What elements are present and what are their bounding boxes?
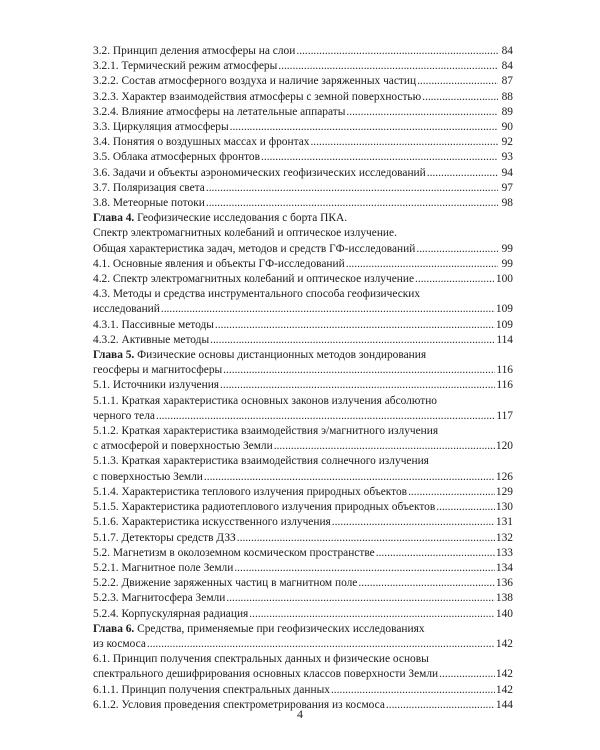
toc-entry-title: 5.1.1. Краткая характеристика основных законов излучения абсолютно — [93, 394, 437, 407]
toc-page-number: 100 — [495, 273, 513, 286]
toc-page-number: 98 — [501, 197, 513, 210]
toc-entry-title: 5.2.4. Корпускулярная радиация — [93, 607, 249, 620]
dot-leader — [436, 500, 495, 515]
dot-leader — [346, 105, 498, 120]
toc-entry-text — [93, 546, 375, 561]
toc-entry — [93, 424, 513, 454]
toc-entry-line — [93, 120, 513, 135]
toc-entry-title: 3.2.4. Влияние атмосферы на летательные аппараты — [93, 105, 346, 118]
toc-entry-line — [93, 576, 513, 591]
toc-entry — [93, 683, 513, 698]
toc-entry-line — [93, 637, 513, 652]
toc-page-number: 97 — [501, 181, 513, 194]
toc-entry-title: с атмосферой и поверхностью Земли — [93, 440, 273, 453]
toc-entry-title: 6.1.2. Условия проведения спектрометрирования из космоса — [93, 698, 385, 711]
page-number: 4 — [297, 707, 303, 721]
toc-page-number: 99 — [501, 257, 513, 270]
toc-entry-text — [93, 257, 345, 272]
toc-entry-text — [93, 363, 222, 378]
toc-entry-title: из космоса — [93, 637, 146, 650]
toc-entry — [93, 196, 513, 211]
toc-page-number: 129 — [495, 485, 513, 498]
toc-entry — [93, 576, 513, 591]
dot-leader — [234, 561, 495, 576]
toc-page-number: 109 — [495, 303, 513, 316]
toc-entry-text — [93, 683, 330, 698]
dot-leader — [230, 120, 498, 135]
toc-entry-line — [93, 348, 513, 363]
toc-entry — [93, 120, 513, 135]
toc-entry-line — [93, 90, 513, 105]
toc-entry-line — [93, 424, 513, 439]
toc-entry-line — [93, 607, 513, 622]
toc-entry-line — [93, 318, 513, 333]
toc-entry-text — [93, 318, 214, 333]
toc-page-number: 99 — [501, 242, 513, 255]
toc-entry-line — [93, 196, 513, 211]
toc-page-number: 93 — [501, 151, 513, 164]
toc-entry-text — [93, 44, 295, 59]
toc-entry-title: Средства, применяемые при геофизических исследованиях — [134, 622, 425, 635]
toc-entry-title: исследований — [93, 303, 160, 316]
toc-entry-line — [93, 591, 513, 606]
table-of-contents — [93, 44, 513, 713]
toc-entry-title: 5.1. Источники излучения — [93, 379, 220, 392]
dot-leader — [261, 150, 498, 165]
toc-entry — [93, 105, 513, 120]
toc-entry-text — [93, 591, 225, 606]
toc-entry-title: 6.1. Принцип получения спектральных данных и физические основы — [93, 653, 429, 666]
toc-chapter-entry — [93, 348, 513, 378]
toc-entry — [93, 166, 513, 181]
toc-entry-text — [93, 515, 331, 530]
toc-page-number: 120 — [495, 440, 513, 453]
toc-entry-text — [93, 226, 397, 241]
toc-entry — [93, 44, 513, 59]
toc-entry-line — [93, 333, 513, 348]
toc-entry-line — [93, 470, 513, 485]
toc-entry-line — [93, 500, 513, 515]
toc-entry — [93, 652, 513, 682]
toc-entry-title: Физические основы дистанционных методов зондирования — [134, 349, 427, 362]
toc-entry-text — [93, 302, 160, 317]
chapter-label: Глава 5. — [93, 349, 135, 362]
toc-entry-text — [93, 531, 236, 546]
toc-entry-title: 3.6. Задачи и объекты аэрономических геофизических исследований — [93, 166, 426, 179]
toc-entry-title: 3.2.3. Характер взаимодействия атмосферы с земной поверхностью — [93, 90, 422, 103]
toc-entry-text — [93, 150, 260, 165]
toc-entry — [93, 607, 513, 622]
toc-page-number: 140 — [495, 607, 513, 620]
toc-entry-title: 4.2. Спектр электромагнитных колебаний и оптическое излучение — [93, 273, 414, 286]
dot-leader — [147, 637, 495, 652]
toc-entry-text — [93, 454, 429, 469]
toc-entry-text — [93, 59, 277, 74]
dot-leader — [439, 667, 495, 682]
dot-leader — [346, 257, 498, 272]
dot-leader — [223, 363, 495, 378]
toc-entry-title: 5.1.4. Характеристика теплового излучения природных объектов — [93, 485, 408, 498]
toc-entry — [93, 454, 513, 484]
toc-entry-title: 5.2.1. Магнитное поле Земли — [93, 561, 234, 574]
toc-page-number: 134 — [495, 561, 513, 574]
toc-entry-text — [93, 196, 205, 211]
toc-entry-text — [93, 166, 426, 181]
dot-leader — [210, 333, 495, 348]
toc-entry-line — [93, 546, 513, 561]
toc-entry-title: 3.8. Метеорные потоки — [93, 197, 205, 210]
toc-entry — [93, 515, 513, 530]
toc-entry-line — [93, 454, 513, 469]
toc-entry-text — [93, 500, 435, 515]
toc-entry-line — [93, 515, 513, 530]
toc-entry-title: 5.2.2. Движение заряженных частиц в магнитном поле — [93, 577, 358, 590]
dot-leader — [422, 90, 498, 105]
toc-page-number: 92 — [501, 136, 513, 149]
toc-entry-line — [93, 257, 513, 272]
toc-entry-title: спектрального дешифрирования основных классов поверхности Земли — [93, 668, 439, 681]
dot-leader — [226, 591, 495, 606]
toc-page-number: 94 — [501, 166, 513, 179]
toc-entry-line — [93, 105, 513, 120]
toc-entry-line — [93, 272, 513, 287]
toc-entry-line — [93, 378, 513, 393]
dot-leader — [358, 576, 495, 591]
toc-entry-text — [93, 105, 345, 120]
toc-entry — [93, 90, 513, 105]
toc-entry-line — [93, 74, 513, 89]
toc-entry — [93, 287, 513, 317]
toc-entry-text — [93, 576, 357, 591]
toc-entry-line — [93, 226, 513, 241]
toc-entry — [93, 257, 513, 272]
toc-chapter-entry — [93, 622, 513, 652]
toc-entry-text — [93, 652, 429, 667]
toc-entry-line — [93, 652, 513, 667]
chapter-label: Глава 6. — [93, 622, 135, 635]
toc-entry-title: 4.3.1. Пассивные методы — [93, 318, 214, 331]
toc-entry-text — [93, 333, 209, 348]
toc-page-number: 89 — [501, 105, 513, 118]
toc-page-number: 136 — [495, 577, 513, 590]
toc-entry-text — [93, 409, 155, 424]
dot-leader — [215, 318, 495, 333]
toc-page-number: 142 — [495, 683, 513, 696]
toc-entry — [93, 378, 513, 393]
toc-page-number: 109 — [495, 318, 513, 331]
toc-page-number: 133 — [495, 546, 513, 559]
toc-entry — [93, 74, 513, 89]
dot-leader — [206, 196, 498, 211]
toc-entry-title: 3.2.1. Термический режим атмосферы — [93, 60, 278, 73]
toc-entry — [93, 561, 513, 576]
toc-entry-line — [93, 485, 513, 500]
toc-entry-title: 5.2.3. Магнитосфера Земли — [93, 592, 226, 605]
dot-leader — [156, 409, 495, 424]
toc-entry-text — [93, 637, 146, 652]
toc-entry-text — [93, 242, 415, 257]
dot-leader — [416, 242, 498, 257]
toc-entry-title: 3.7. Поляризация света — [93, 181, 205, 194]
dot-leader — [206, 181, 498, 196]
toc-page-number: 116 — [496, 379, 513, 392]
toc-entry-line — [93, 439, 513, 454]
toc-entry-title: Общая характеристика задач, методов и средств ГФ-исследований — [93, 242, 416, 255]
toc-entry-title: 5.1.7. Детекторы средств ДЗЗ — [93, 531, 236, 544]
toc-entry-line — [93, 394, 513, 409]
dot-leader — [161, 302, 495, 317]
toc-entry-title: 3.5. Облака атмосферных фронтов — [93, 151, 260, 164]
dot-leader — [220, 378, 495, 393]
toc-entry-line — [93, 181, 513, 196]
toc-entry-line — [93, 302, 513, 317]
toc-entry-title: 5.1.6. Характеристика искусственного излучения — [93, 516, 331, 529]
toc-entry-text — [93, 622, 425, 637]
toc-entry-text — [93, 74, 416, 89]
toc-entry-text — [93, 424, 438, 439]
toc-page-number: 142 — [495, 637, 513, 650]
toc-entry-text — [93, 120, 229, 135]
toc-entry-title: 3.2. Принцип деления атмосферы на слои — [93, 45, 296, 57]
toc-page-number: 117 — [496, 409, 513, 422]
toc-page-number: 142 — [495, 668, 513, 681]
toc-entry-line — [93, 135, 513, 150]
dot-leader — [332, 515, 495, 530]
toc-page-number: 114 — [496, 333, 513, 346]
toc-entry — [93, 531, 513, 546]
toc-entry — [93, 135, 513, 150]
toc-page-number: 90 — [501, 121, 513, 134]
toc-entry-title: 4.1. Основные явления и объекты ГФ-исследований — [93, 257, 345, 270]
toc-entry-line — [93, 242, 513, 257]
toc-entry-title: Спектр электромагнитных колебаний и оптическое излучение. — [93, 227, 397, 240]
dot-leader — [310, 135, 498, 150]
toc-page-number: 144 — [495, 698, 513, 711]
toc-entry-text — [93, 561, 233, 576]
toc-entry-text — [93, 470, 203, 485]
toc-entry-line — [93, 622, 513, 637]
toc-entry-line — [93, 667, 513, 682]
dot-leader — [417, 74, 498, 89]
toc-page-number: 126 — [495, 470, 513, 483]
toc-entry-title: 3.4. Понятия о воздушных массах и фронтах — [93, 136, 310, 149]
toc-entry-title: 3.3. Циркуляция атмосферы — [93, 121, 229, 134]
toc-entry-title: 5.1.2. Краткая характеристика взаимодействия э/магнитного излучения — [93, 425, 439, 438]
dot-leader — [376, 546, 495, 561]
toc-entry-line — [93, 59, 513, 74]
toc-entry-text — [93, 348, 426, 363]
toc-entry — [93, 272, 513, 287]
toc-entry-title: 4.3.2. Активные методы — [93, 333, 210, 346]
toc-entry-line — [93, 531, 513, 546]
toc-entry-text — [93, 378, 219, 393]
toc-page-number: 138 — [495, 592, 513, 605]
dot-leader — [204, 470, 495, 485]
toc-entry-title: 5.2. Магнетизм в околоземном космическом пространстве — [93, 546, 375, 559]
toc-entry-line — [93, 44, 513, 59]
toc-entry-text — [93, 90, 421, 105]
toc-entry-line — [93, 211, 513, 226]
toc-page-number: 116 — [496, 364, 513, 377]
toc-chapter-entry — [93, 211, 513, 257]
dot-leader — [331, 683, 495, 698]
toc-entry-line — [93, 166, 513, 181]
dot-leader — [296, 44, 498, 59]
toc-entry-title: 3.2.2. Состав атмосферного воздуха и наличие заряженных частиц — [93, 75, 417, 88]
toc-entry-text — [93, 272, 414, 287]
toc-entry-text — [93, 181, 205, 196]
toc-entry-title: Геофизические исследования с борта ПКА. — [134, 212, 348, 225]
dot-leader — [274, 439, 495, 454]
toc-entry-line — [93, 363, 513, 378]
toc-page-number: 130 — [495, 501, 513, 514]
dot-leader — [249, 607, 495, 622]
toc-entry — [93, 181, 513, 196]
toc-entry-title: 5.1.3. Краткая характеристика взаимодействия солнечного излучения — [93, 455, 429, 468]
toc-entry-title: с поверхностью Земли — [93, 470, 203, 483]
toc-entry-line — [93, 409, 513, 424]
toc-entry-title: 5.1.5. Характеристика радиотеплового излучения природных объектов — [93, 501, 436, 514]
toc-entry-text — [93, 394, 437, 409]
toc-entry — [93, 318, 513, 333]
toc-page-number: 84 — [501, 60, 513, 73]
toc-entry — [93, 150, 513, 165]
toc-entry — [93, 500, 513, 515]
toc-entry-title: геосферы и магнитосферы — [93, 364, 223, 377]
toc-entry-title: 6.1.1. Принцип получения спектральных данных — [93, 683, 330, 696]
toc-entry-line — [93, 150, 513, 165]
dot-leader — [427, 166, 498, 181]
toc-entry-title: 4.3. Методы и средства инструментального способа геофизических — [93, 288, 421, 301]
toc-page-number: 87 — [501, 75, 513, 88]
toc-entry — [93, 546, 513, 561]
toc-entry-line — [93, 561, 513, 576]
toc-page-number: 84 — [501, 45, 513, 57]
toc-entry-text — [93, 485, 407, 500]
toc-entry — [93, 485, 513, 500]
toc-page-number: 88 — [501, 90, 513, 103]
dot-leader — [278, 59, 498, 74]
toc-entry-text — [93, 667, 438, 682]
toc-entry — [93, 394, 513, 424]
toc-entry-text — [93, 211, 347, 226]
toc-entry — [93, 591, 513, 606]
toc-entry-text — [93, 287, 420, 302]
toc-page-number: 132 — [495, 531, 513, 544]
chapter-label: Глава 4. — [93, 212, 135, 225]
toc-entry-text — [93, 135, 309, 150]
toc-entry-line — [93, 287, 513, 302]
toc-entry — [93, 333, 513, 348]
toc-entry-title: черного тела — [93, 409, 155, 422]
dot-leader — [415, 272, 495, 287]
dot-leader — [408, 485, 495, 500]
toc-page-number: 131 — [495, 516, 513, 529]
toc-entry-text — [93, 439, 273, 454]
dot-leader — [237, 531, 495, 546]
toc-entry-text — [93, 607, 248, 622]
toc-entry-line — [93, 683, 513, 698]
toc-entry — [93, 59, 513, 74]
